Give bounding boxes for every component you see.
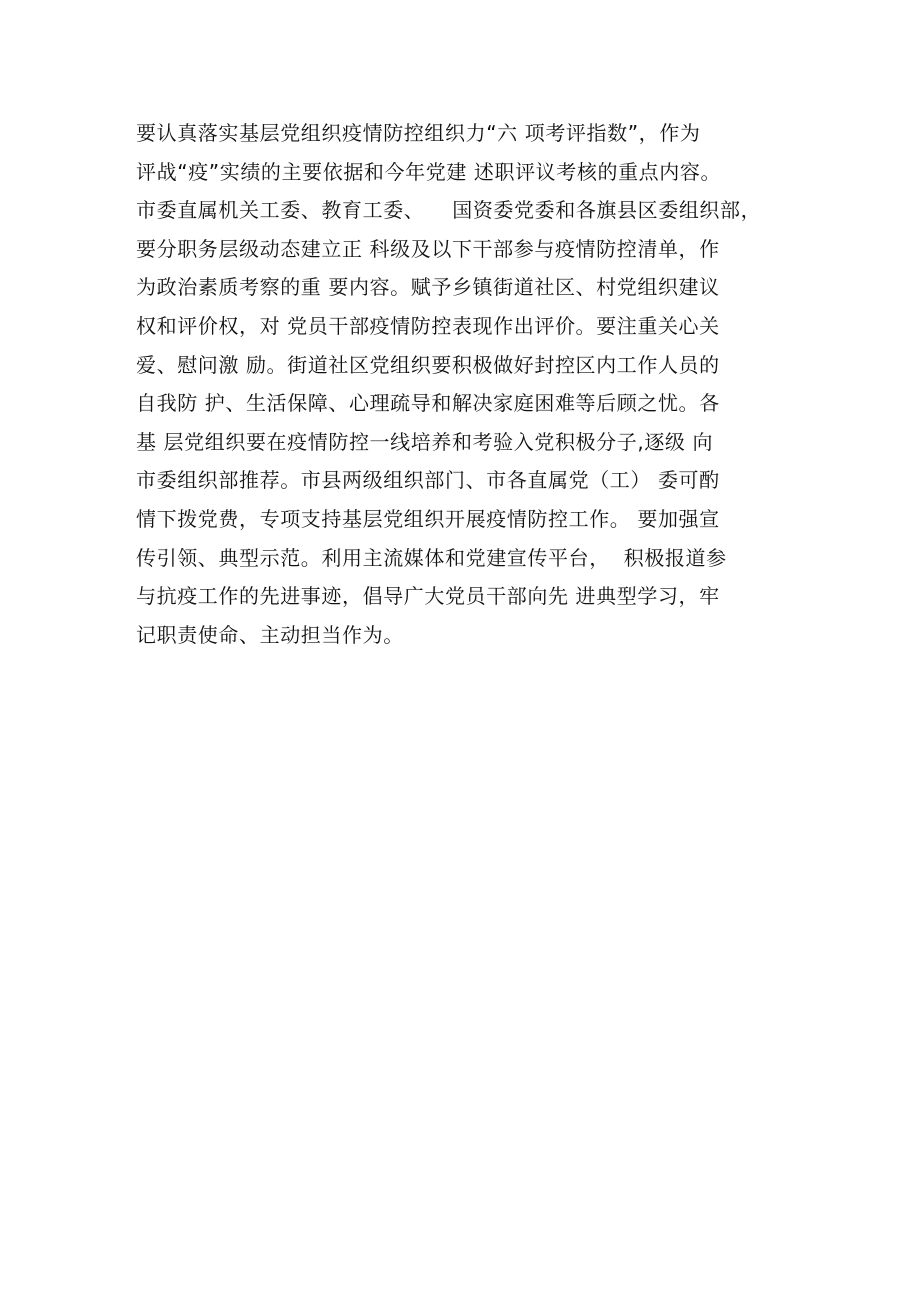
text-line: 与抗疫工作的先进事迹，倡导广大党员干部向先 进典型学习，牢 — [136, 584, 720, 609]
text-line: 情下拨党费，专项支持基层党组织开展疫情防控工作。 要加强宣 — [136, 506, 720, 531]
text-line: 权和评价权，对 党员干部疫情防控表现作出评价。要注重关心关 — [136, 313, 720, 338]
text-line: 记职责使命、主动担当作为。 — [136, 622, 404, 647]
text-line: 自我防 护、生活保障、心理疏导和解决家庭困难等后顾之忧。各 — [136, 391, 720, 416]
text-line: 要分职务层级动态建立正 科级及以下干部参与疫情防控清单，作 — [136, 236, 720, 261]
text-line: 市委组织部推荐。市县两级组织部门、市各直属党（工） 委可酌 — [136, 468, 720, 493]
body-paragraph — [136, 114, 836, 654]
text-line: 要认真落实基层党组织疫情防控组织力“六 项考评指数”，作为 — [136, 121, 701, 145]
text-line: 基 层党组织要在疫情防控一线培养和考验入党积极分子,逐级 向 — [136, 429, 714, 454]
text-line: 爱、慰问激 励。街道社区党组织要积极做好封控区内工作人员的 — [136, 352, 720, 377]
text-line: 评战“疫”实绩的主要依据和今年党建 述职评议考核的重点内容。 — [136, 159, 722, 184]
text-line: 为政治素质考察的重 要内容。赋予乡镇街道社区、村党组织建议 — [136, 275, 720, 300]
text-line: 传引领、典型示范。利用主流媒体和党建宣传平台， 积极报道参 — [136, 545, 727, 570]
text-line: 市委直属机关工委、教育工委、 国资委党委和各旗县区委组织部， — [136, 198, 762, 223]
